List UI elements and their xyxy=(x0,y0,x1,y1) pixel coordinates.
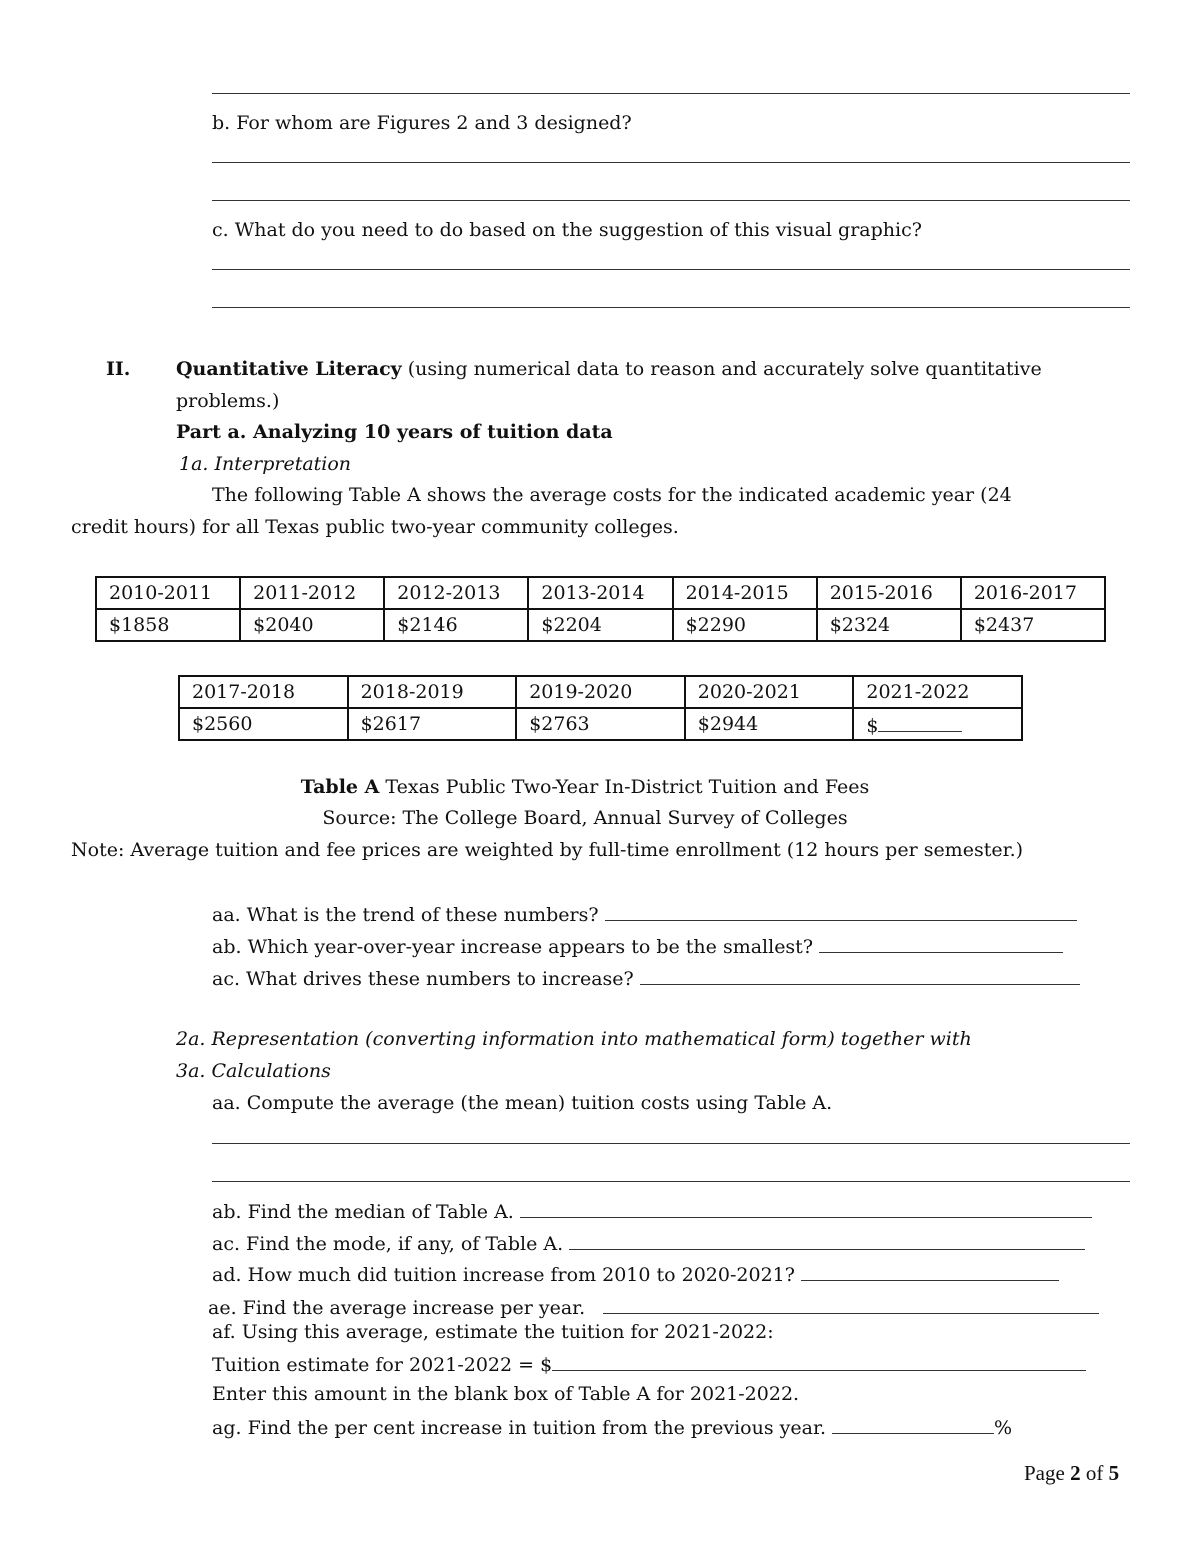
table-row-costs xyxy=(179,708,1022,740)
year-cell: 2016-2017 xyxy=(961,577,1105,609)
answer-line xyxy=(212,1143,1130,1144)
answer-blank[interactable] xyxy=(520,1199,1092,1218)
estimate-blank[interactable] xyxy=(878,711,962,732)
cost-cell: $2204 xyxy=(528,609,672,641)
table-a-part1 xyxy=(95,576,1106,642)
answer-blank[interactable] xyxy=(603,1295,1099,1314)
question-2a-ab: ab. Find the median of Table A. xyxy=(212,1199,1092,1223)
year-cell: 2021-2022 xyxy=(853,676,1022,708)
table-a-part2 xyxy=(178,675,1023,741)
question-c: c. What do you need to do based on the suggestion of this visual graphic? xyxy=(212,219,922,241)
cost-cell: $2040 xyxy=(240,609,384,641)
year-cell: 2017-2018 xyxy=(179,676,348,708)
table-source: Source: The College Board, Annual Survey of Colleges xyxy=(322,807,848,829)
year-cell: 2010-2011 xyxy=(96,577,240,609)
percent-blank[interactable] xyxy=(832,1415,994,1434)
year-cell: 2019-2020 xyxy=(516,676,685,708)
section-heading-desc-cont: problems.) xyxy=(176,390,280,412)
table-row-costs xyxy=(96,609,1105,641)
table-caption-text: Texas Public Two-Year In-District Tuition and Fees xyxy=(379,776,870,798)
question-2a-ad: ad. How much did tuition increase from 2010 to 2020-2021? xyxy=(212,1262,1059,1286)
cost-cell: $2324 xyxy=(817,609,961,641)
answer-line xyxy=(212,307,1130,308)
subsection-2a: 2a. Representation (converting information into mathematical form) together with xyxy=(176,1028,972,1050)
section-heading-desc: (using numerical data to reason and accurately solve quantitative xyxy=(401,358,1042,380)
section-numeral: II. xyxy=(106,358,131,380)
estimate-input-line[interactable] xyxy=(552,1352,1086,1371)
table-note: Note: Average tuition and fee prices are weighted by full-time enrollment (12 hours per semester.) xyxy=(71,839,1024,861)
section-heading xyxy=(176,358,1042,380)
cost-cell: $2560 xyxy=(179,708,348,740)
question-2a-ac: ac. Find the mode, if any, of Table A. xyxy=(212,1231,1085,1255)
table-row-years xyxy=(179,676,1022,708)
question-1a-ac: ac. What drives these numbers to increase? xyxy=(212,966,1080,990)
answer-blank[interactable] xyxy=(801,1262,1059,1281)
section-heading-title: Quantitative Literacy xyxy=(176,358,402,380)
answer-line xyxy=(212,93,1130,94)
question-b: b. For whom are Figures 2 and 3 designed? xyxy=(212,112,632,134)
table-caption-label: Table A xyxy=(300,776,380,798)
cost-cell: $1858 xyxy=(96,609,240,641)
table-caption xyxy=(0,776,1170,798)
part-a-title: Part a. Analyzing 10 years of tuition data xyxy=(176,421,613,443)
enter-instruction: Enter this amount in the blank box of Table A for 2021-2022. xyxy=(212,1383,800,1405)
year-cell: 2018-2019 xyxy=(348,676,517,708)
year-cell: 2014-2015 xyxy=(673,577,817,609)
question-2a-ae: ae. Find the average increase per year. xyxy=(208,1295,1099,1319)
cost-cell: $2763 xyxy=(516,708,685,740)
question-2a-aa: aa. Compute the average (the mean) tuition costs using Table A. xyxy=(212,1092,833,1114)
dollar-sign: $ xyxy=(866,715,879,737)
answer-blank[interactable] xyxy=(605,902,1077,921)
question-2a-af: af. Using this average, estimate the tuition for 2021-2022: xyxy=(212,1321,774,1343)
answer-blank[interactable] xyxy=(819,934,1063,953)
cost-cell: $2944 xyxy=(685,708,854,740)
answer-blank[interactable] xyxy=(640,966,1080,985)
table-row-years xyxy=(96,577,1105,609)
cost-cell: $2146 xyxy=(384,609,528,641)
question-2a-ag: ag. Find the per cent increase in tuition from the previous year. % xyxy=(212,1417,1013,1439)
year-cell: 2015-2016 xyxy=(817,577,961,609)
answer-blank[interactable] xyxy=(569,1231,1085,1250)
year-cell: 2011-2012 xyxy=(240,577,384,609)
tuition-estimate: Tuition estimate for 2021-2022 = $ xyxy=(212,1352,1086,1376)
cost-cell: $2617 xyxy=(348,708,517,740)
percent-sign: % xyxy=(994,1417,1013,1439)
blank-cost-cell[interactable] xyxy=(853,708,1022,740)
year-cell: 2012-2013 xyxy=(384,577,528,609)
page-number: Page 2 of 5 xyxy=(1024,1461,1120,1485)
cost-cell: $2437 xyxy=(961,609,1105,641)
question-1a-ab: ab. Which year-over-year increase appears to be the smallest? xyxy=(212,934,1063,958)
subsection-1a: 1a. Interpretation xyxy=(179,453,352,475)
answer-line xyxy=(212,269,1130,270)
intro-text-line2: credit hours) for all Texas public two-year community colleges. xyxy=(71,516,679,538)
answer-line xyxy=(212,200,1130,201)
answer-line xyxy=(212,1181,1130,1182)
year-cell: 2020-2021 xyxy=(685,676,854,708)
cost-cell: $2290 xyxy=(673,609,817,641)
intro-text-line1: The following Table A shows the average costs for the indicated academic year (24 xyxy=(212,484,1012,506)
year-cell: 2013-2014 xyxy=(528,577,672,609)
subsection-3a: 3a. Calculations xyxy=(176,1060,331,1082)
question-1a-aa: aa. What is the trend of these numbers? xyxy=(212,902,1077,926)
answer-line xyxy=(212,162,1130,163)
